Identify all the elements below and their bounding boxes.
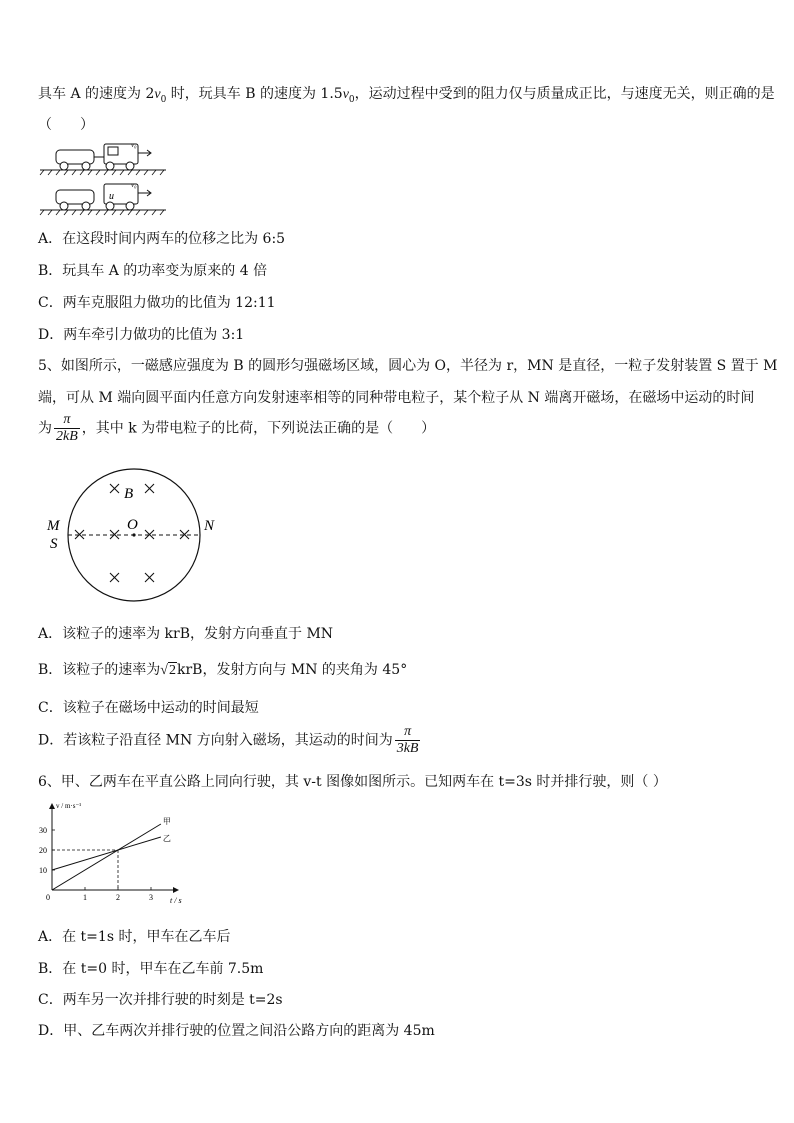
- x-tick-label: 1: [83, 893, 87, 902]
- q5-stem-line3: [38, 412, 435, 445]
- q4-stem-part3: ，运动过程中受到的阻力仅与质量成正比，与速度无关，则正确的是: [354, 86, 775, 102]
- q5-optB-pre: B．该粒子的速率为: [38, 662, 161, 678]
- x-axis-label: t / s: [170, 896, 182, 905]
- q5-optD-den: 3kB: [396, 741, 419, 756]
- q5-option-c: C．该粒子在磁场中运动的时间最短: [38, 700, 259, 716]
- q6-option-d: D．甲、乙车两次并排行驶的位置之间沿公路方向的距离为 45m: [38, 1023, 435, 1039]
- x-tick-label: 3: [149, 893, 153, 902]
- q5-optD-pre: D．若该粒子沿直径 MN 方向射入磁场，其运动的时间为: [38, 732, 393, 749]
- x-tick-label: 0: [46, 893, 50, 902]
- fig-label-S: S: [50, 536, 58, 552]
- q4-option-c: C．两车克服阻力做功的比值为 12:11: [38, 295, 276, 311]
- magnetic-field-figure: [44, 468, 224, 608]
- x-tick-label: 2: [116, 893, 120, 902]
- q5-sqrt: √2: [160, 663, 176, 678]
- y-tick-label: 20: [39, 846, 47, 855]
- q6-stem: 6、甲、乙两车在平直公路上同向行驶，其 v-t 图像如图所示。已知两车在 t=3s 时并排行驶，则（ ）: [38, 774, 667, 790]
- fig-label-top: v₀: [131, 141, 137, 149]
- q5-option-b: [38, 659, 407, 679]
- q5-optD-num: π: [395, 724, 421, 741]
- q5-time-fraction: [54, 412, 80, 445]
- q6-option-c: C．两车另一次并排行驶的时刻是 t=2s: [38, 992, 283, 1008]
- q5-stem-line2: 端，可从 M 端向圆平面内任意方向发射速率相等的同种带电粒子，某个粒子从 N 端离开磁场，在磁场中运动的时间: [38, 390, 755, 406]
- fig-label-u: u: [109, 191, 114, 202]
- q4-option-a: A．在这段时间内两车的位移之比为 6:5: [38, 231, 286, 247]
- q4-v0-a-sub: 0: [160, 94, 167, 105]
- q5-optD-fraction: [395, 724, 421, 757]
- fig-label-N: N: [204, 518, 215, 534]
- q5-option-a: A．该粒子的速率为 krB，发射方向垂直于 MN: [38, 626, 334, 642]
- fig-label-O: O: [127, 517, 138, 533]
- fig-label-M: M: [47, 518, 60, 534]
- q6-option-a: A．在 t=1s 时，甲车在乙车后: [38, 929, 231, 945]
- q4-v0-a: v: [154, 87, 161, 102]
- q4-option-b: B．玩具车 A 的功率变为原来的 4 倍: [38, 263, 268, 279]
- q6-option-b: B．在 t=0 时，甲车在乙车前 7.5m: [38, 961, 264, 977]
- series-label-jia: 甲: [162, 817, 171, 826]
- toy-cars-figure: [38, 138, 168, 216]
- q4-option-d: D．两车牵引力做功的比值为 3:1: [38, 327, 245, 343]
- series-label-yi: 乙: [162, 834, 171, 843]
- q4-stem-part2: 时，玩具车 B 的速度为 1.5: [166, 86, 343, 102]
- series-line-jia: [52, 824, 161, 890]
- q5-frac-num: π: [54, 412, 80, 429]
- q4-v0-b: v: [342, 87, 349, 102]
- q5-option-d: [38, 724, 422, 757]
- y-axis-label: v / m·s⁻¹: [56, 802, 82, 810]
- fig-label-bottom: v₀: [131, 181, 137, 189]
- q5-sqrt-radicand: 2: [168, 663, 176, 678]
- q4-stem-line: [38, 83, 775, 105]
- y-tick-label: 10: [39, 866, 47, 875]
- series-line-yi: [52, 837, 161, 870]
- q5-frac-den: 2kB: [56, 429, 78, 444]
- q5-line3-post: ，其中 k 为带电粒子的比荷，下列说法正确的是（ ）: [81, 420, 436, 437]
- q4-stem-part1: 具车 A 的速度为 2: [38, 86, 155, 102]
- q5-stem-line1: 5、如图所示，一磁感应强度为 B 的圆形匀强磁场区域，圆心为 O，半径为 r，MN 是直径，一粒子发射装置 S 置于 M: [38, 358, 778, 374]
- fig-label-B: B: [124, 486, 134, 502]
- y-tick-label: 30: [39, 826, 47, 835]
- q5-optB-post: krB，发射方向与 MN 的夹角为 45°: [176, 662, 408, 678]
- vt-chart: [38, 800, 198, 908]
- q4-blank: （ ）: [38, 117, 94, 133]
- q4-v0-b-sub: 0: [348, 94, 355, 105]
- q5-line3-pre: 为: [38, 420, 52, 437]
